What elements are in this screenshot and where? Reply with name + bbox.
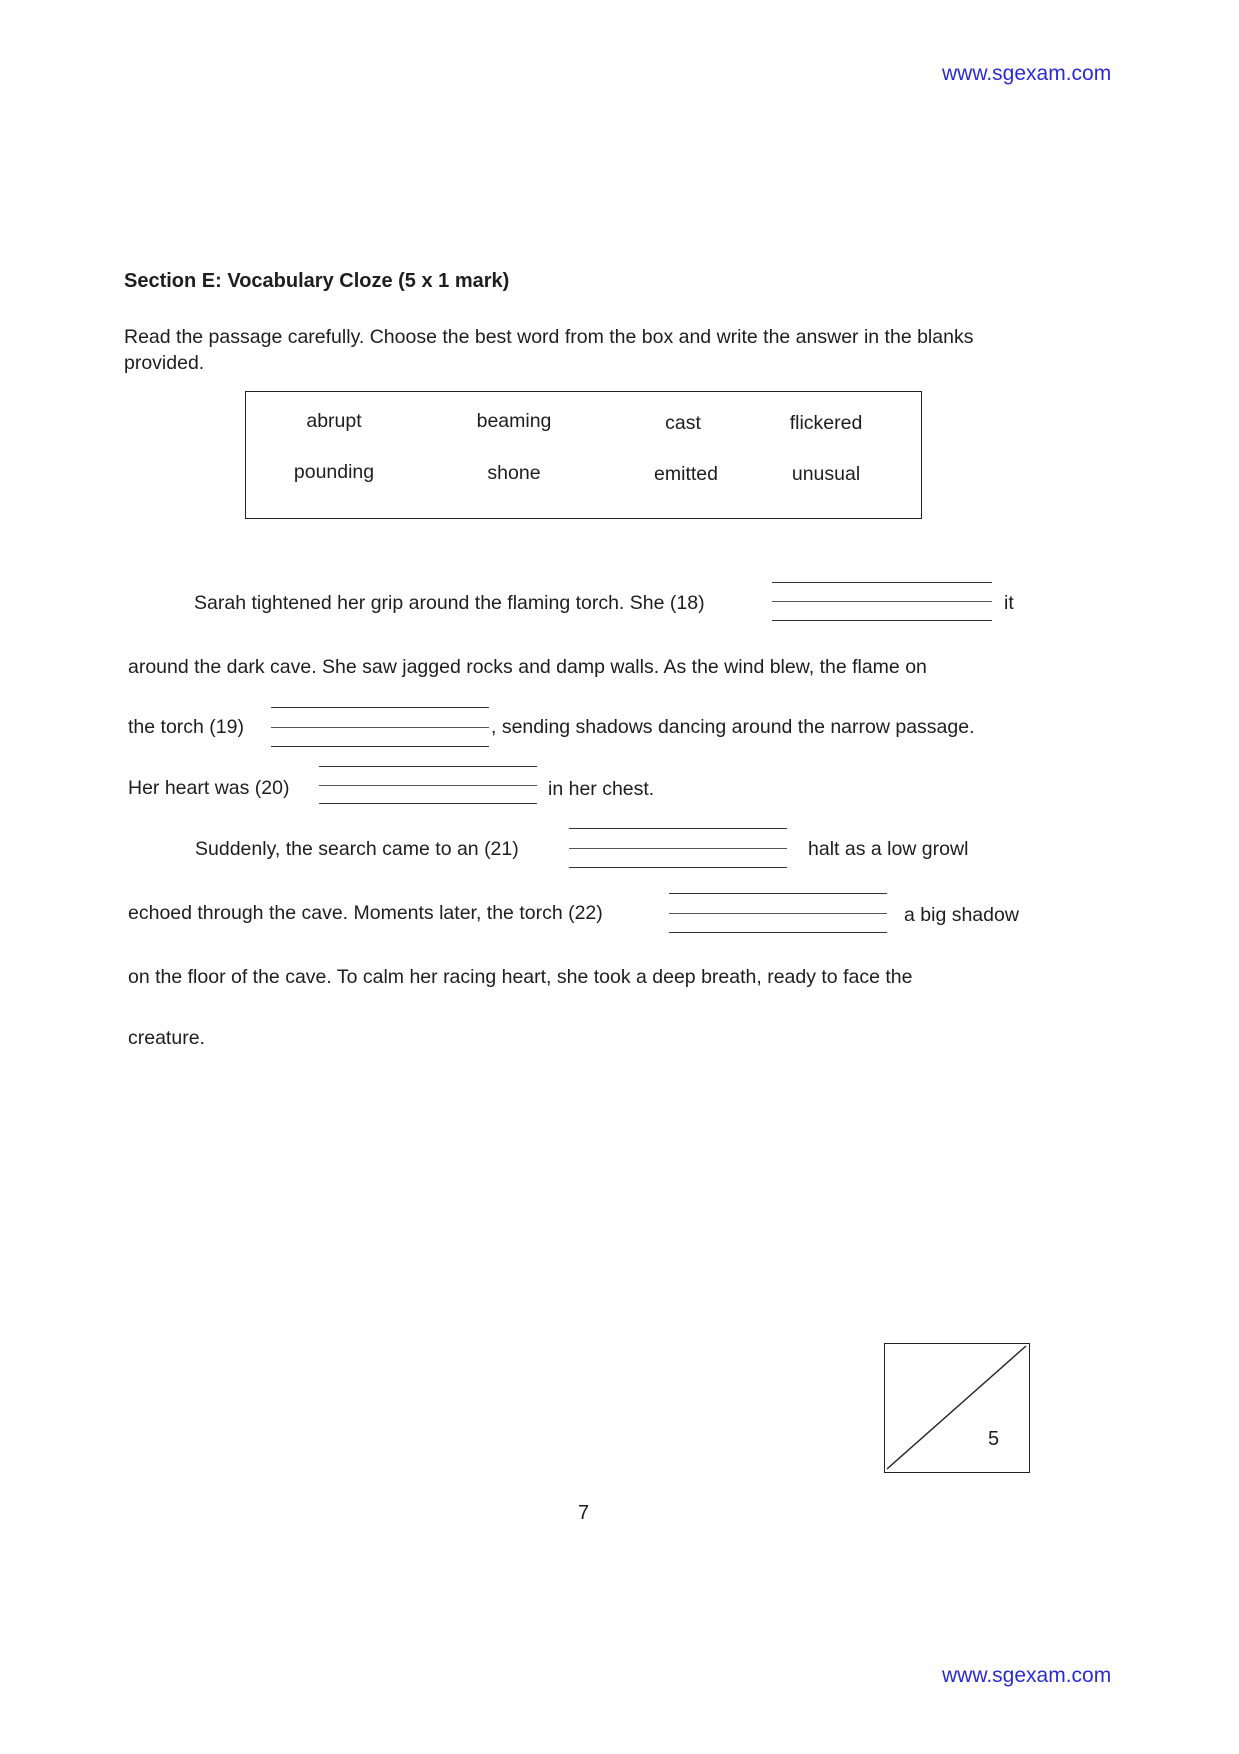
word-box — [245, 391, 922, 519]
word-option: beaming — [476, 410, 552, 432]
section-title: Section E: Vocabulary Cloze (5 x 1 mark) — [124, 270, 510, 292]
passage-line: around the dark cave. She saw jagged rocks and damp walls. As the wind blew, the flame on — [128, 656, 927, 678]
passage-line: on the floor of the cave. To calm her racing heart, she took a deep breath, ready to face the — [128, 966, 913, 988]
passage-line: in her chest. — [548, 778, 655, 800]
section-instructions: Read the passage carefully. Choose the best word from the box and write the answer in the blanks provided. — [124, 326, 974, 374]
marks-box — [884, 1343, 1030, 1473]
website-footer[interactable]: www.sgexam.com — [942, 1664, 1112, 1687]
page-number: 7 — [578, 1502, 590, 1524]
word-option: unusual — [791, 463, 861, 485]
passage-line: Sarah tightened her grip around the flaming torch. She (18) — [194, 592, 705, 614]
passage-line: it — [1004, 592, 1014, 614]
word-option: pounding — [293, 461, 375, 483]
passage-line: Suddenly, the search came to an (21) — [195, 838, 519, 860]
word-option: cast — [665, 412, 701, 434]
passage-line: creature. — [128, 1027, 205, 1049]
passage-line: echoed through the cave. Moments later, the torch (22) — [128, 902, 603, 924]
passage-line: the torch (19) — [128, 716, 244, 738]
marks-divider-icon — [885, 1344, 1028, 1471]
website-header[interactable]: www.sgexam.com — [942, 62, 1112, 85]
passage-line: Her heart was (20) — [128, 777, 290, 799]
passage-line: halt as a low growl — [808, 838, 969, 860]
word-option: shone — [487, 462, 541, 484]
word-option: abrupt — [306, 410, 362, 432]
word-option: emitted — [654, 463, 718, 485]
passage-line: a big shadow — [904, 904, 1019, 926]
passage-line: , sending shadows dancing around the narrow passage. — [491, 716, 975, 738]
marks-total: 5 — [988, 1428, 1000, 1450]
word-option: flickered — [789, 412, 863, 434]
